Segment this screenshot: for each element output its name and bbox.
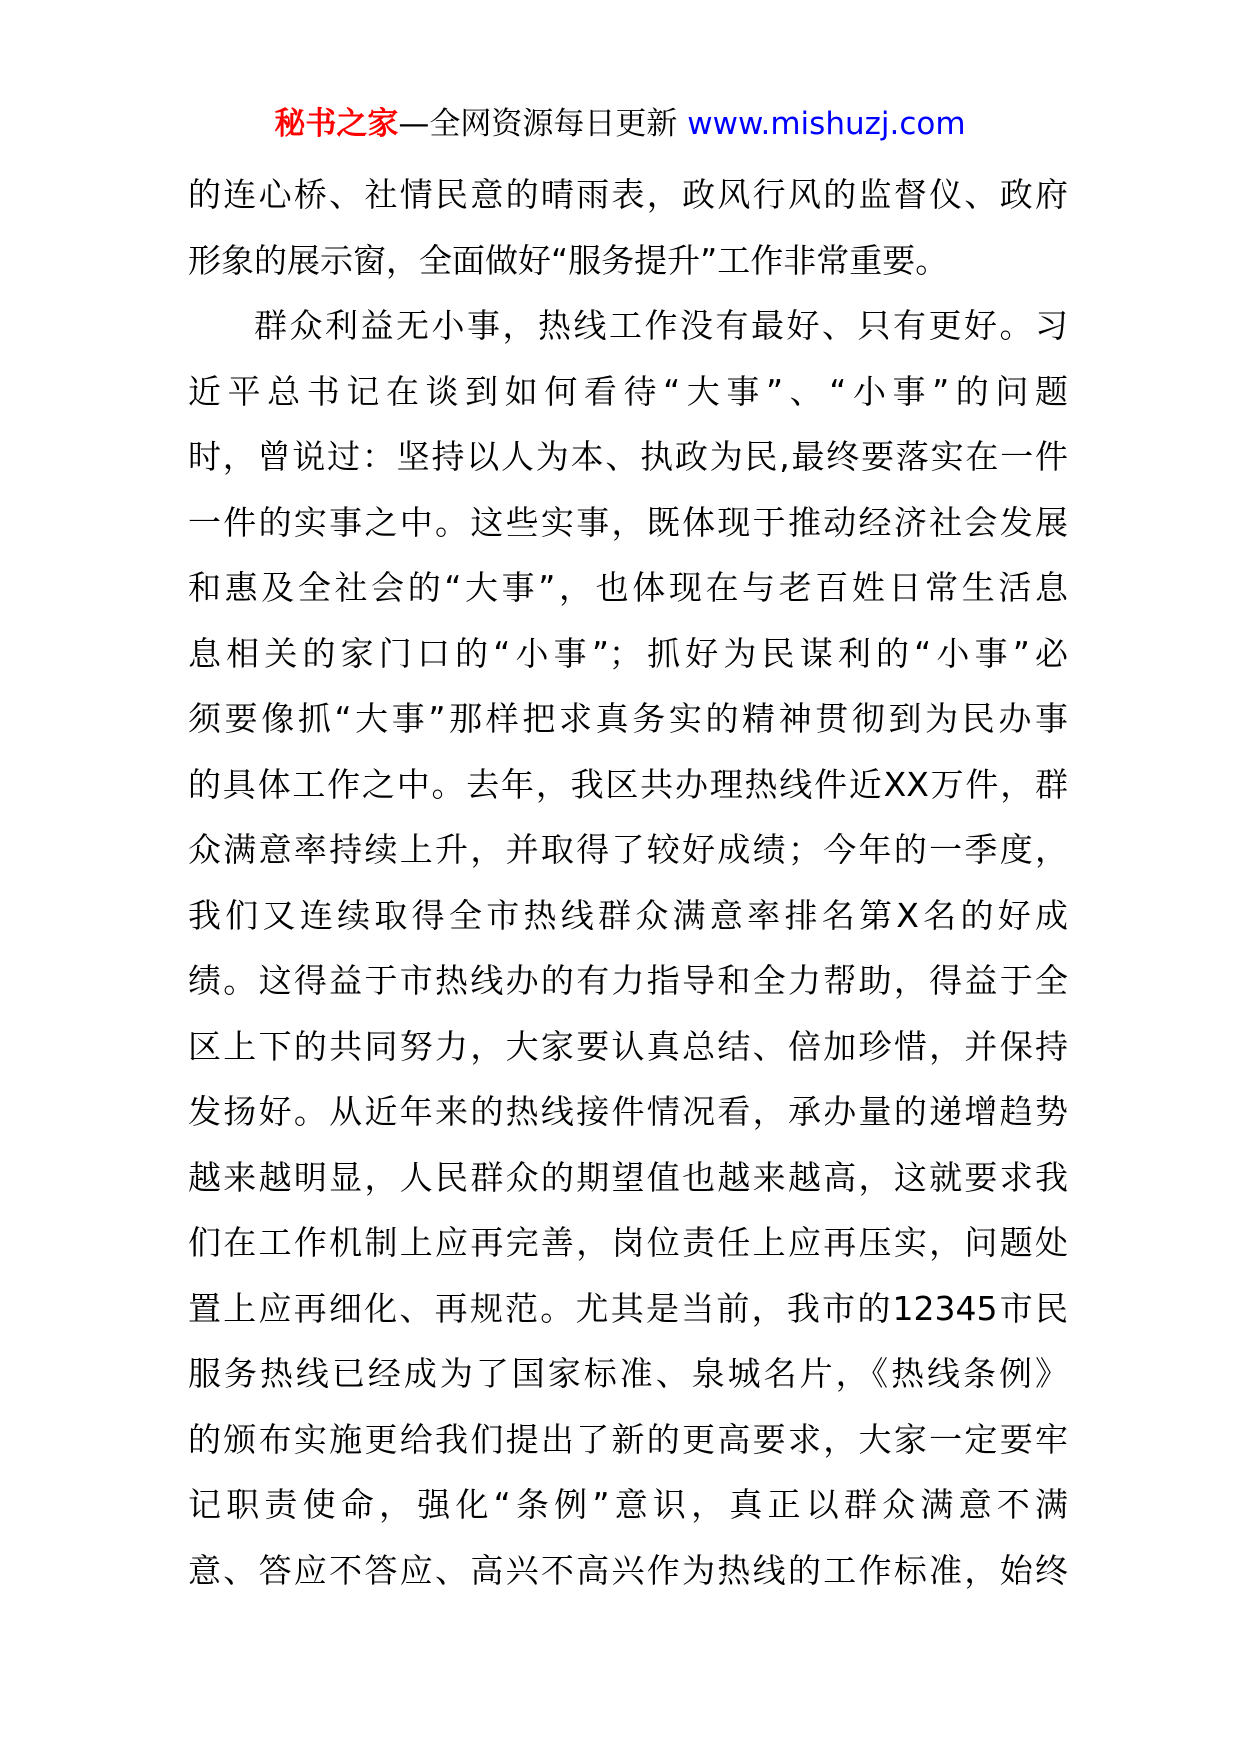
- paragraph: [188, 293, 1068, 1603]
- text-line: 意、答应不答应、高兴不高兴作为热线的工作标准，始终: [188, 1550, 1068, 1590]
- text-line: 息相关的家门口的“小事”；抓好为民谋利的“小事”必: [188, 633, 1068, 673]
- text-line: 时，曾说过：坚持以人为本、执政为民,最终要落实在一件: [188, 437, 1068, 476]
- text-line: 群众利益无小事，热线工作没有最好、只有更好。习: [254, 306, 1068, 345]
- text-line: 们在工作机制上应再完善，岗位责任上应再压实，问题处: [188, 1223, 1068, 1262]
- text-line: 的颁布实施更给我们提出了新的更高要求，大家一定要牢: [188, 1419, 1068, 1459]
- text-line: 一件的实事之中。这些实事，既体现于推动经济社会发展: [188, 502, 1068, 542]
- document-header: [0, 102, 1240, 146]
- text-line: 和惠及全社会的“大事”，也体现在与老百姓日常生活息: [188, 568, 1068, 607]
- text-line: 区上下的共同努力，大家要认真总结、倍加珍惜，并保持: [188, 1026, 1068, 1066]
- document-body: [188, 162, 1068, 1603]
- text-line: 发扬好。从近年来的热线接件情况看，承办量的递增趋势: [188, 1092, 1068, 1131]
- text-line: 越来越明显，人民群众的期望值也越来越高，这就要求我: [188, 1157, 1068, 1197]
- text-line: 的连心桥、社情民意的晴雨表，政风行风的监督仪、政府: [188, 175, 1068, 214]
- text-line: 服务热线已经成为了国家标准、泉城名片，《热线条例》: [188, 1354, 1068, 1393]
- text-line: 记职责使命，强化“条例”意识，真正以群众满意不满: [188, 1485, 1068, 1524]
- text-line: 近平总书记在谈到如何看待“大事”、“小事”的问题: [188, 371, 1068, 411]
- paragraph: [188, 162, 1068, 293]
- text-line: 的具体工作之中。去年，我区共办理热线件近XX万件，群: [188, 764, 1068, 804]
- site-slogan: —全网资源每日更新: [398, 106, 688, 142]
- text-line: 形象的展示窗，全面做好“服务提升”工作非常重要。: [188, 240, 949, 280]
- text-line: 须要像抓“大事”那样把求真务实的精神贯彻到为民办事: [188, 699, 1068, 738]
- text-line: 置上应再细化、再规范。尤其是当前，我市的12345市民: [188, 1288, 1068, 1328]
- text-line: 绩。这得益于市热线办的有力指导和全力帮助，得益于全: [188, 961, 1068, 1000]
- text-line: 众满意率持续上升，并取得了较好成绩；今年的一季度，: [188, 830, 1068, 869]
- text-line: 我们又连续取得全市热线群众满意率排名第X名的好成: [188, 895, 1068, 935]
- site-brand: 秘书之家: [274, 106, 399, 142]
- site-url-link[interactable]: www.mishuzj.com: [687, 106, 966, 142]
